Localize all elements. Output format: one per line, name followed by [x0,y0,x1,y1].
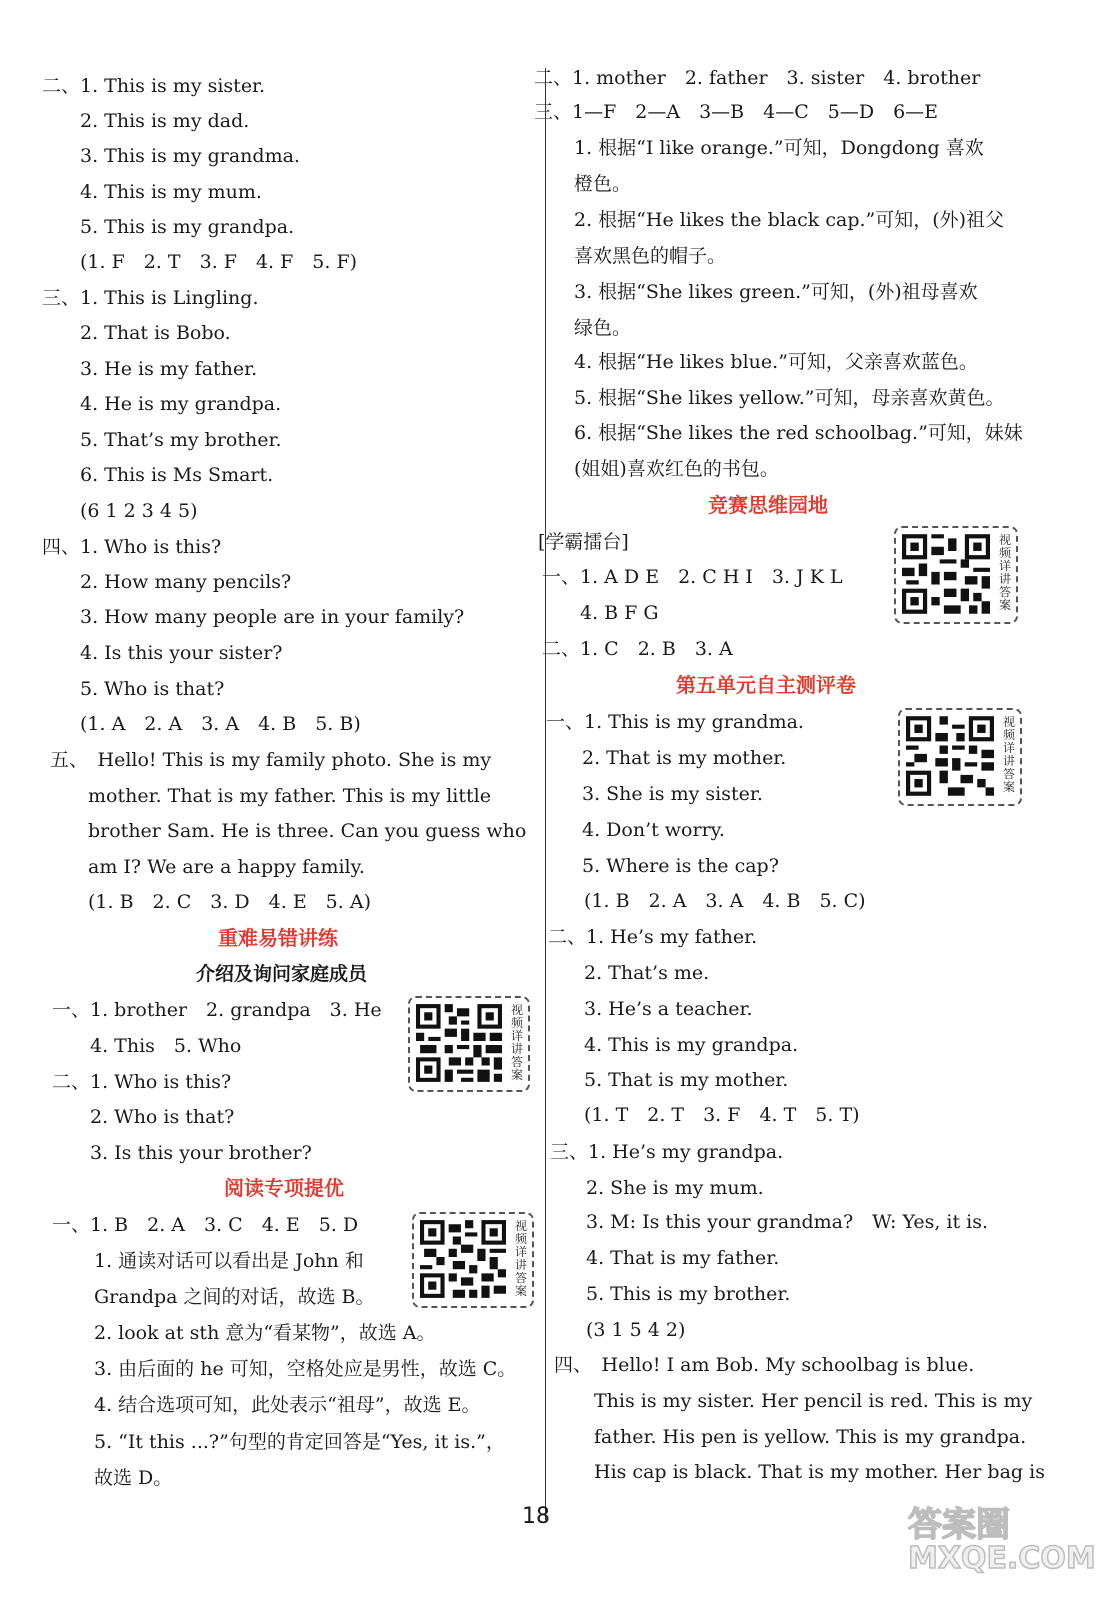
answer-line: 3. How many people are in your family? [80,606,465,628]
section-heading: 竞赛思维园地 [708,493,828,517]
answer-line: 二、1. This is my sister. [42,75,266,97]
explanation-line: 5. “It this ...?”句型的肯定回答是“Yes, it is.”， [94,1431,505,1453]
passage-line: am I? We are a happy family. [88,856,365,878]
answer-line: 3. He’s a teacher. [584,998,753,1020]
qr-label: 视频详讲答案 [1002,715,1015,794]
qr-label: 视频详讲答案 [514,1219,527,1298]
explanation-line: 1. 通读对话可以看出是 John 和 [94,1250,364,1272]
passage-line: mother. That is my father. This is my little [88,785,491,807]
qr-code[interactable] [408,996,530,1092]
watermark [908,1505,1096,1576]
answer-line: 4. This 5. Who [90,1035,242,1057]
answer-key-line: (3 1 5 4 2) [586,1319,686,1341]
answer-line: 一、1. brother 2. grandpa 3. He [52,999,382,1021]
explanation-line: 绿色。 [574,317,632,339]
explanation-line: 3. 根据“She likes green.”可知，(外)祖母喜欢 [574,281,978,303]
answer-line: 2. Who is that? [90,1106,235,1128]
answer-line: 四、1. Who is this? [42,536,222,558]
answer-line: 5. Where is the cap? [582,855,779,877]
explanation-line: 2. look at sth 意为“看某物”，故选 A。 [94,1322,436,1344]
passage-line: father. His pen is yellow. This is my grandpa. [594,1426,1027,1448]
answer-key-line: (1. T 2. T 3. F 4. T 5. T) [584,1104,860,1126]
qr-code-icon [420,1220,506,1298]
answer-line: 2. She is my mum. [586,1177,764,1199]
answer-line: 2. That is my mother. [582,747,787,769]
answer-line: 3. M: Is this your grandma? W: Yes, it is. [586,1211,989,1233]
answer-line: 4. This is my grandpa. [584,1034,799,1056]
answer-line: 5. This is my grandpa. [80,216,295,238]
answer-line: 5. This is my brother. [586,1283,791,1305]
answer-line: 4. He is my grandpa. [80,393,282,415]
section-heading: 阅读专项提优 [224,1176,344,1200]
answer-line: 三、1. He’s my grandpa. [550,1141,784,1163]
answer-line: 5. That is my mother. [584,1069,789,1091]
answer-line: 4. B F G [580,602,659,624]
explanation-line: 橙色。 [574,173,632,195]
answer-line: 3. He is my father. [80,358,258,380]
explanation-line: 喜欢黑色的帽子。 [574,245,727,267]
qr-code-icon [416,1004,502,1082]
answer-line: 二、1. He’s my father. [548,926,758,948]
answer-line: 2. This is my dad. [80,110,250,132]
answer-key-line: (1. F 2. T 3. F 4. F 5. F) [80,251,358,273]
answer-key-line: (6 1 2 3 4 5) [80,500,198,522]
answer-line: 4. That is my father. [586,1247,780,1269]
qr-code[interactable] [412,1212,534,1308]
qr-code[interactable] [894,526,1018,624]
sub-heading: [学霸擂台] [538,531,629,553]
explanation-line: 故选 D。 [94,1467,173,1489]
answer-line: 二、1. C 2. B 3. A [542,638,733,660]
answer-line: 2. How many pencils? [80,571,292,593]
explanation-line: 3. 由后面的 he 可知，空格处应是男性，故选 C。 [94,1358,517,1380]
answer-line: 一、1. B 2. A 3. C 4. E 5. D [52,1214,359,1236]
explanation-line: Grandpa 之间的对话，故选 B。 [94,1286,375,1308]
column-divider [545,68,546,1520]
explanation-line: 1. 根据“I like orange.”可知，Dongdong 喜欢 [574,137,984,159]
answer-line: 三、1. This is Lingling. [42,287,259,309]
answer-line: 2. That’s me. [584,962,710,984]
explanation-line: 2. 根据“He likes the black cap.”可知，(外)祖父 [574,209,1005,231]
qr-label: 视频详讲答案 [998,533,1011,612]
qr-code[interactable] [898,708,1022,806]
qr-code-icon [902,534,990,614]
answer-key-line: (1. A 2. A 3. A 4. B 5. B) [80,713,361,735]
explanation-line: 6. 根据“She likes the red schoolbag.”可知，妹妹 [574,422,1023,444]
answer-key-line: (1. B 2. A 3. A 4. B 5. C) [584,890,866,912]
answer-line: 4. This is my mum. [80,181,262,203]
explanation-line: 5. 根据“She likes yellow.”可知，母亲喜欢黄色。 [574,387,1005,409]
answer-line: 一、1. A D E 2. C H I 3. J K L [542,566,843,588]
sub-heading: 介绍及询问家庭成员 [196,963,368,985]
answer-line: 5. That’s my brother. [80,429,282,451]
answer-line: 4. Is this your sister? [80,642,283,664]
passage-line: 四、 Hello! I am Bob. My schoolbag is blue. [554,1354,975,1376]
qr-code-icon [906,716,994,796]
qr-label: 视频详讲答案 [510,1003,523,1082]
answer-line: 5. Who is that? [80,678,225,700]
passage-line: brother Sam. He is three. Can you guess who [88,820,527,842]
watermark-line1: 答案圈 [908,1505,1010,1545]
section-heading: 重难易错讲练 [218,926,338,950]
answer-line: 4. Don’t worry. [582,819,725,841]
page-number: 18 [522,1504,550,1529]
section-heading: 第五单元自主测评卷 [676,673,856,697]
answer-line: 三、1—F 2—A 3—B 4—C 5—D 6—E [534,101,939,123]
answer-line: 一、1. This is my grandma. [546,711,804,733]
answer-line: 3. This is my grandma. [80,145,300,167]
watermark-line2: MXQE.COM [908,1541,1096,1576]
passage-line: His cap is black. That is my mother. Her bag is [594,1461,1045,1483]
answer-line: 2. That is Bobo. [80,322,231,344]
answer-line: 3. Is this your brother? [90,1142,312,1164]
answer-line: 二、1. mother 2. father 3. sister 4. brother [534,67,981,89]
passage-line: This is my sister. Her pencil is red. This is my [594,1390,1033,1412]
explanation-line: 4. 根据“He likes blue.”可知，父亲喜欢蓝色。 [574,351,978,373]
explanation-line: 4. 结合选项可知，此处表示“祖母”，故选 E。 [94,1394,481,1416]
explanation-line: (姐姐)喜欢红色的书包。 [574,458,779,480]
answer-key-line: (1. B 2. C 3. D 4. E 5. A) [88,891,371,913]
passage-line: 五、 Hello! This is my family photo. She is my [50,749,492,771]
answer-line: 二、1. Who is this? [52,1071,232,1093]
answer-line: 3. She is my sister. [582,783,763,805]
answer-line: 6. This is Ms Smart. [80,464,274,486]
